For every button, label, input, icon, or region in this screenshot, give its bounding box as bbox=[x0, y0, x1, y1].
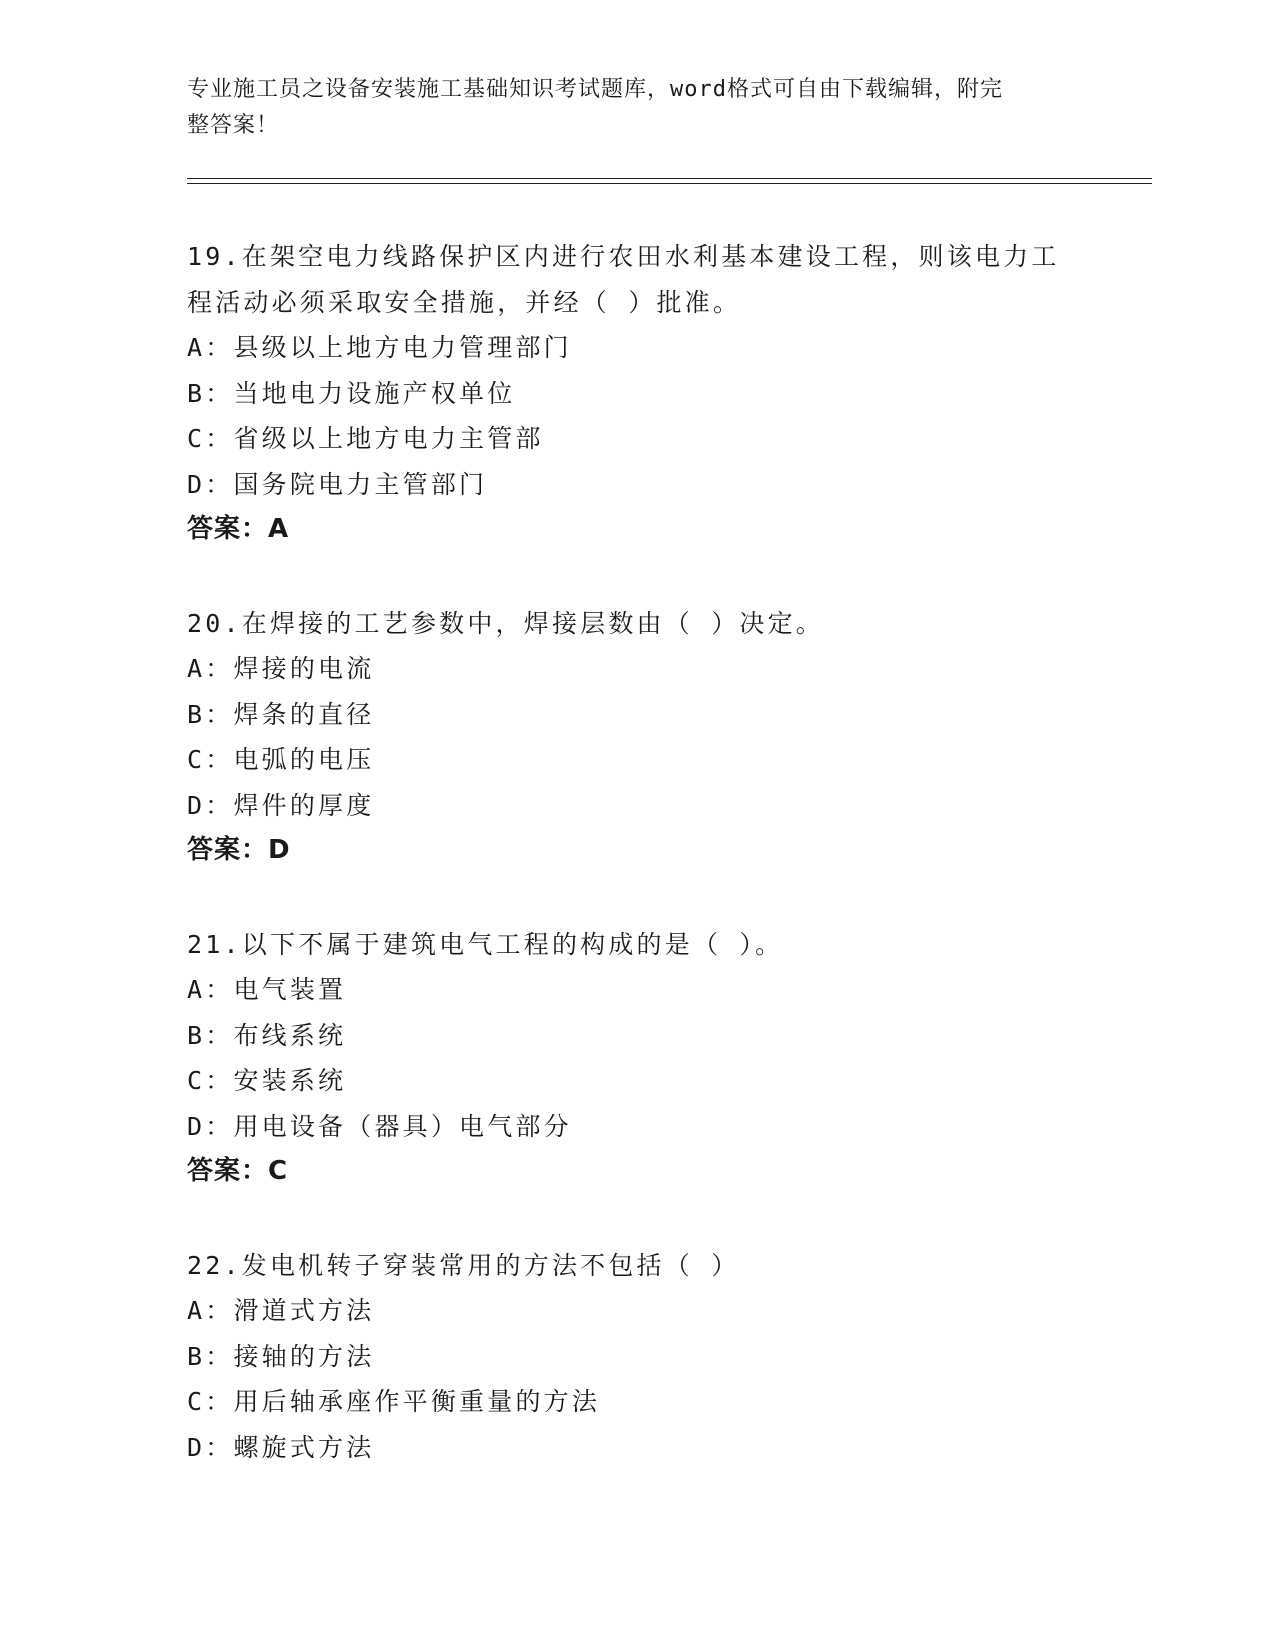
question-list bbox=[187, 234, 1087, 1518]
question-stem-line: 19.在架空电力线路保护区内进行农田水利基本建设工程，则该电力工 bbox=[187, 242, 1060, 271]
option-d: D：螺旋式方法 bbox=[187, 1432, 375, 1462]
option-c: C：省级以上地方电力主管部 bbox=[187, 424, 544, 453]
option-a: A：滑道式方法 bbox=[187, 1296, 375, 1325]
question-19 bbox=[187, 234, 1087, 553]
question-stem-line: 20.在焊接的工艺参数中，焊接层数由（ ）决定。 bbox=[187, 608, 825, 638]
header-divider-top bbox=[187, 178, 1152, 179]
question-stem-line: 22.发电机转子穿装常用的方法不包括（ ） bbox=[187, 1250, 740, 1280]
option-d: D：用电设备（器具）电气部分 bbox=[187, 1111, 572, 1141]
option-b: B：当地电力设施产权单位 bbox=[187, 378, 516, 408]
question-stem-line: 21.以下不属于建筑电气工程的构成的是（ ）。 bbox=[187, 929, 784, 959]
option-b: B：布线系统 bbox=[187, 1020, 347, 1050]
header-line-2: 整答案！ bbox=[187, 113, 280, 138]
option-b: B：接轴的方法 bbox=[187, 1341, 375, 1371]
option-c: C：电弧的电压 bbox=[187, 745, 375, 774]
option-d: D：国务院电力主管部门 bbox=[187, 469, 488, 499]
question-20 bbox=[187, 601, 1087, 874]
header-line-1: 专业施工员之设备安装施工基础知识考试题库，word格式可自由下载编辑，附完 bbox=[187, 77, 1003, 102]
answer-line: 答案：A bbox=[187, 514, 290, 544]
option-b: B：焊条的直径 bbox=[187, 699, 375, 729]
option-c: C：安装系统 bbox=[187, 1066, 347, 1095]
option-a: A：电气装置 bbox=[187, 975, 347, 1004]
option-a: A：县级以上地方电力管理部门 bbox=[187, 333, 572, 362]
answer-line: 答案：D bbox=[187, 835, 291, 865]
answer-line: 答案：C bbox=[187, 1156, 289, 1186]
question-22 bbox=[187, 1243, 1087, 1471]
option-a: A：焊接的电流 bbox=[187, 654, 375, 683]
question-21 bbox=[187, 922, 1087, 1195]
option-c: C：用后轴承座作平衡重量的方法 bbox=[187, 1387, 601, 1416]
document-header bbox=[187, 72, 1067, 144]
question-stem-line: 程活动必须采取安全措施，并经（ ）批准。 bbox=[187, 287, 742, 317]
option-d: D：焊件的厚度 bbox=[187, 790, 375, 820]
header-divider-bottom bbox=[187, 183, 1152, 184]
